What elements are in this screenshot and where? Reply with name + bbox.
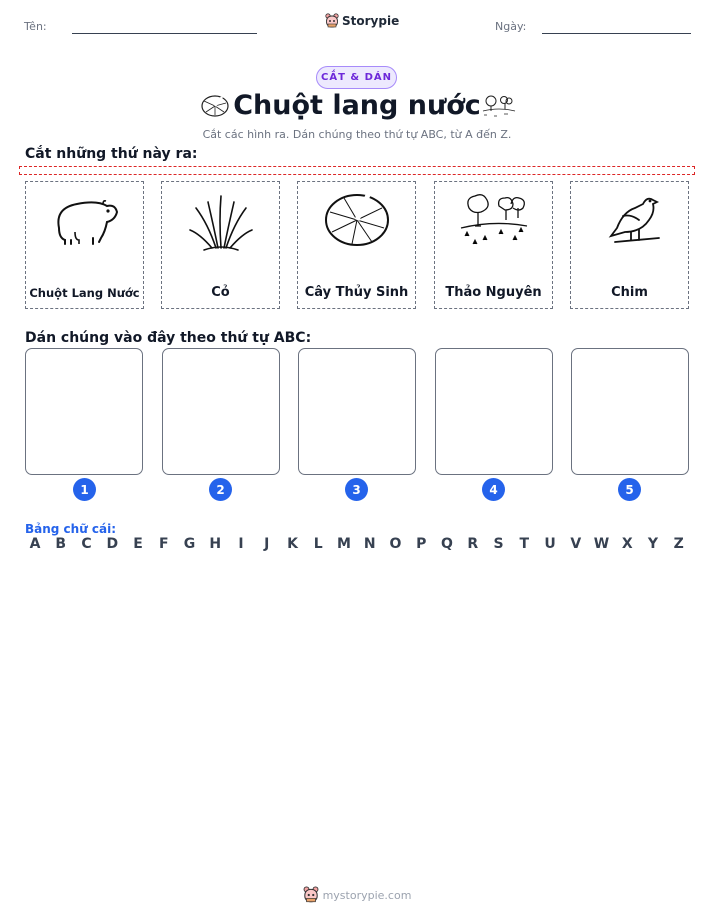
- instructions: Cắt các hình ra. Dán chúng theo thứ tự ABC, từ A đến Z.: [202, 128, 512, 141]
- page-title: Chuột lang nước: [233, 90, 481, 121]
- paste-slot[interactable]: [25, 348, 143, 475]
- alphabet-letter: B: [55, 536, 67, 552]
- brand-logo: [325, 13, 399, 29]
- storypie-mascot-icon: [303, 886, 319, 904]
- paste-slot[interactable]: [435, 348, 553, 475]
- alphabet-row: [25, 536, 689, 552]
- savanna-icon: [482, 94, 516, 120]
- lily-pad-icon: [322, 190, 392, 250]
- alphabet-letter: T: [519, 536, 530, 552]
- alphabet-letter: R: [467, 536, 479, 552]
- slot-number: 4: [482, 478, 505, 501]
- name-line: [72, 33, 257, 34]
- alphabet-letter: D: [106, 536, 119, 552]
- alphabet-letter: Y: [647, 536, 659, 552]
- alphabet-letter: E: [133, 536, 143, 552]
- paste-slot[interactable]: [162, 348, 280, 475]
- slot-number: 2: [209, 478, 232, 501]
- alphabet-letter: N: [363, 536, 376, 552]
- alphabet-letter: U: [544, 536, 556, 552]
- cut-card-savanna[interactable]: [434, 181, 553, 309]
- cut-section-heading: Cắt những thứ này ra:: [25, 146, 198, 162]
- slot-number: 1: [73, 478, 96, 501]
- alphabet-letter: K: [287, 536, 298, 552]
- bird-icon: [595, 190, 665, 250]
- savanna-icon: [459, 190, 529, 250]
- alphabet-letter: Z: [673, 536, 684, 552]
- slot-number: 5: [618, 478, 641, 501]
- alphabet-letter: F: [158, 536, 169, 552]
- paste-slot[interactable]: [571, 348, 689, 475]
- capybara-icon: [45, 190, 125, 254]
- alphabet-letter: Q: [441, 536, 453, 552]
- card-label: Chim: [611, 285, 648, 300]
- slot-number: 3: [345, 478, 368, 501]
- grass-icon: [186, 190, 256, 256]
- cut-card-grass[interactable]: [161, 181, 280, 309]
- footer-site[interactable]: mystorypie.com: [322, 888, 412, 902]
- cut-card-capybara[interactable]: [25, 181, 144, 309]
- activity-badge: CẮT & DÁN: [316, 66, 397, 89]
- alphabet-letter: A: [29, 536, 41, 552]
- cut-card-bird[interactable]: [570, 181, 689, 309]
- paste-slot[interactable]: [298, 348, 416, 475]
- alphabet-letter: P: [416, 536, 427, 552]
- card-label: Cỏ: [211, 285, 230, 300]
- card-label: Chuột Lang Nước: [29, 286, 140, 300]
- cut-card-lily-pad[interactable]: [297, 181, 416, 309]
- storypie-mascot-icon: [325, 13, 339, 29]
- alphabet-letter: M: [337, 536, 351, 552]
- date-line: [542, 33, 691, 34]
- card-label: Cây Thủy Sinh: [304, 285, 409, 300]
- alphabet-title: Bảng chữ cái:: [25, 522, 117, 536]
- alphabet-letter: V: [570, 536, 582, 552]
- alphabet-letter: I: [238, 536, 244, 552]
- alphabet-letter: C: [81, 536, 92, 552]
- paste-section-heading: Dán chúng vào đây theo thứ tự ABC:: [25, 330, 312, 346]
- alphabet-letter: X: [621, 536, 633, 552]
- date-label: Ngày:: [495, 20, 527, 33]
- alphabet-letter: G: [183, 536, 196, 552]
- alphabet-letter: O: [389, 536, 402, 552]
- alphabet-letter: H: [209, 536, 222, 552]
- alphabet-letter: L: [313, 536, 323, 552]
- alphabet-letter: W: [593, 536, 610, 552]
- alphabet-letter: J: [264, 536, 270, 552]
- cut-line: [19, 166, 695, 175]
- card-label: Thảo Nguyên: [445, 285, 542, 300]
- name-label: Tên:: [24, 20, 47, 33]
- footer: [0, 886, 714, 904]
- alphabet-letter: S: [493, 536, 504, 552]
- brand-name: Storypie: [342, 14, 400, 28]
